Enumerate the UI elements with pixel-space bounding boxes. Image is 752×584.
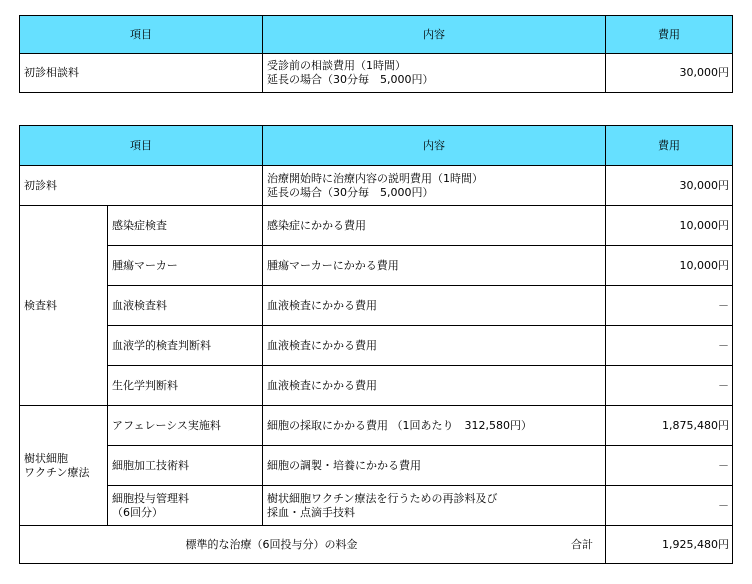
row-cost: －: [606, 446, 733, 486]
row-content: 細胞の調製・培養にかかる費用: [263, 446, 606, 486]
row-item: 血液検査料: [108, 286, 263, 326]
total-row: [20, 526, 733, 564]
category-exam: 検査料: [20, 206, 108, 406]
row-cost: 10,000円: [606, 206, 733, 246]
row-cost: 30,000円: [606, 166, 733, 206]
header-content: 内容: [263, 16, 606, 54]
row-content: 受診前の相談費用（1時間） 延長の場合（30分毎 5,000円）: [263, 54, 606, 93]
table-row: [20, 326, 733, 366]
row-cost: －: [606, 286, 733, 326]
table-row: [20, 54, 733, 93]
table-row: [20, 166, 733, 206]
table-row: [20, 486, 733, 526]
row-item: 感染症検査: [108, 206, 263, 246]
header-item: 項目: [20, 126, 263, 166]
row-content: 感染症にかかる費用: [263, 206, 606, 246]
row-cost: 30,000円: [606, 54, 733, 93]
row-content: 血液検査にかかる費用: [263, 366, 606, 406]
row-content: 腫瘍マーカーにかかる費用: [263, 246, 606, 286]
row-content: 血液検査にかかる費用: [263, 326, 606, 366]
total-label-cell: [20, 526, 606, 564]
row-cost: 1,875,480円: [606, 406, 733, 446]
row-item: 初診料: [20, 166, 263, 206]
table-row: [20, 406, 733, 446]
consultation-fee-table: [19, 15, 733, 93]
table-row: [20, 366, 733, 406]
row-cost: －: [606, 486, 733, 526]
total-cost: 1,925,480円: [606, 526, 733, 564]
row-cost: －: [606, 366, 733, 406]
row-content: 治療開始時に治療内容の説明費用（1時間） 延長の場合（30分毎 5,000円）: [263, 166, 606, 206]
row-item: 生化学判断料: [108, 366, 263, 406]
row-cost: 10,000円: [606, 246, 733, 286]
header-cost: 費用: [606, 126, 733, 166]
row-item: 血液学的検査判断料: [108, 326, 263, 366]
treatment-fee-table: [19, 125, 733, 564]
table-row: [20, 246, 733, 286]
total-label: 標準的な治療（6回投与分）の料金: [185, 537, 358, 551]
table-row: [20, 286, 733, 326]
category-vaccine: 樹状細胞 ワクチン療法: [20, 406, 108, 526]
row-item: 細胞投与管理料 （6回分）: [108, 486, 263, 526]
row-content: 樹状細胞ワクチン療法を行うための再診料及び 採血・点滴手技料: [263, 486, 606, 526]
row-content: 血液検査にかかる費用: [263, 286, 606, 326]
table-row: [20, 446, 733, 486]
row-item: 腫瘍マーカー: [108, 246, 263, 286]
row-item: 初診相談料: [20, 54, 263, 93]
header-item: 項目: [20, 16, 263, 54]
row-item: 細胞加工技術料: [108, 446, 263, 486]
header-content: 内容: [263, 126, 606, 166]
total-word: 合計: [571, 537, 593, 551]
row-content: 細胞の採取にかかる費用 （1回あたり 312,580円）: [263, 406, 606, 446]
header-cost: 費用: [606, 16, 733, 54]
row-item: アフェレーシス実施料: [108, 406, 263, 446]
table-row: [20, 206, 733, 246]
row-cost: －: [606, 326, 733, 366]
